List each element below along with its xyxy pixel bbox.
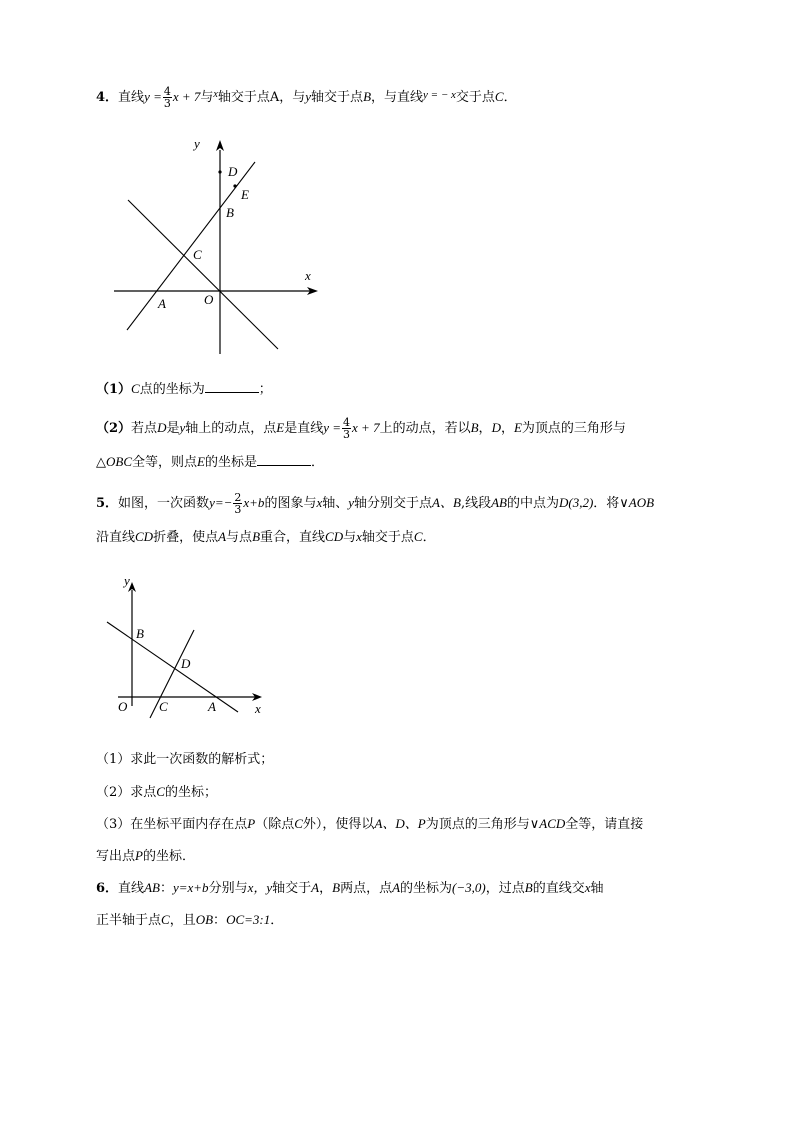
q4-part2-fraction: $\frac{4}{3}$ bbox=[343, 416, 351, 441]
q4-label-y: y bbox=[194, 136, 200, 151]
q4-part2-answer-blank[interactable] bbox=[257, 453, 311, 466]
q5-part2-c: C bbox=[156, 784, 165, 799]
q5-stem-line2 bbox=[96, 528, 436, 547]
q6-line-ab: AB bbox=[144, 880, 160, 895]
q5-stem bbox=[96, 492, 654, 515]
q6-x-var: x bbox=[584, 880, 591, 895]
q4-part2-text: 轴上的动点，点 bbox=[185, 421, 277, 436]
q5-line-cd2: CD bbox=[325, 529, 344, 544]
q6-text: ， bbox=[319, 881, 333, 896]
q5-text: 的图象与 bbox=[264, 496, 317, 511]
q5-text: 沿直线 bbox=[96, 530, 136, 545]
q5-text: ,线段 bbox=[460, 496, 492, 511]
q5-point-a: A bbox=[218, 529, 227, 544]
q5-part1-text: （1）求此一次函数的解析式； bbox=[96, 752, 274, 767]
q5-fraction: $\frac{2}{3}$ bbox=[234, 491, 242, 516]
q5-text: ． bbox=[422, 530, 436, 545]
q5-x-var: x bbox=[316, 495, 323, 510]
q6-text: 的直线交 bbox=[532, 881, 585, 896]
q6-text: 正半轴于点 bbox=[96, 913, 162, 928]
q4-part1-c: C bbox=[131, 381, 140, 396]
q4-point-e-dot bbox=[233, 184, 236, 187]
q4-part2-line2 bbox=[96, 453, 324, 472]
q4-part2-end: ． bbox=[310, 455, 324, 470]
q4-part2-text: 的坐标是 bbox=[204, 455, 257, 470]
q5-point-b: B bbox=[252, 529, 261, 544]
q6-point-c: C bbox=[161, 912, 170, 927]
q5-label-y: y bbox=[124, 573, 130, 588]
q5-part3-line2 bbox=[96, 847, 195, 866]
q4-part2-d: D bbox=[157, 420, 167, 435]
q4-part2-text: 是直线 bbox=[284, 421, 324, 436]
q4-label-o: O bbox=[204, 292, 214, 307]
q5-label-d: D bbox=[181, 656, 191, 671]
q5-label-o: O bbox=[118, 699, 128, 714]
q5-text: ．将 bbox=[593, 496, 620, 511]
q5-text: 与 bbox=[343, 530, 357, 545]
q6-text: ： bbox=[159, 881, 173, 896]
q4-part2-number: （2） bbox=[96, 421, 132, 436]
q5-line-cd: CD bbox=[135, 529, 154, 544]
q4-text: 交于点 bbox=[455, 90, 495, 105]
q6-coord-a: (−3,0) bbox=[452, 880, 486, 895]
q6-text: 直线 bbox=[118, 881, 145, 896]
q5-text: 与点 bbox=[226, 530, 253, 545]
q6-stem bbox=[96, 879, 604, 898]
q5-part3 bbox=[96, 815, 643, 834]
q6-text: 的坐标为 bbox=[400, 881, 453, 896]
q5-eq-lhs: y=− bbox=[209, 495, 233, 510]
q6-stem-line2 bbox=[96, 911, 283, 930]
q4-x-var: x bbox=[213, 89, 218, 100]
q5-part3-text: 外），使得以 bbox=[302, 817, 375, 832]
q6-point-a: A bbox=[311, 880, 320, 895]
q4-part1-text: 点的坐标为 bbox=[139, 382, 205, 397]
q5-part3-text: （除点 bbox=[255, 817, 295, 832]
q4-label-d: D bbox=[228, 164, 238, 179]
q5-part3-p: P bbox=[247, 816, 256, 831]
q4-part2-b: B bbox=[470, 420, 479, 435]
q5-part1 bbox=[96, 751, 273, 769]
q6-text: ： bbox=[213, 913, 227, 928]
q4-part2 bbox=[96, 417, 626, 440]
q4-figure bbox=[108, 128, 328, 360]
q5-part3-text: （3）在坐标平面内存在点 bbox=[96, 817, 248, 832]
q5-label-x: x bbox=[255, 701, 261, 716]
q5-x-var2: x bbox=[356, 529, 362, 544]
q5-label-c: C bbox=[159, 699, 168, 714]
q4-label-a: A bbox=[158, 296, 166, 311]
q5-eq-rhs: x+b bbox=[243, 495, 265, 510]
q4-part2-text: 若点 bbox=[131, 421, 158, 436]
q4-point-c: C bbox=[494, 89, 504, 104]
q4-part1-end: ； bbox=[258, 382, 272, 397]
q4-part1-number: （1） bbox=[96, 382, 132, 397]
q4-part2-e: E bbox=[276, 420, 285, 435]
q4-part2-text: 是 bbox=[166, 421, 180, 436]
q5-label-b: B bbox=[136, 626, 144, 641]
q5-text: 折叠，使点 bbox=[153, 530, 219, 545]
q4-eq2: y = − x bbox=[423, 89, 456, 101]
q5-part3-text: 的坐标． bbox=[142, 849, 195, 864]
q4-part2-triangle-symbol: △ bbox=[96, 455, 106, 470]
q4-part2-sep: ， bbox=[500, 421, 514, 436]
q6-text: 两点，点 bbox=[340, 881, 393, 896]
q5-part3-p2: P bbox=[135, 848, 143, 863]
q4-part2-e3: E bbox=[197, 454, 205, 469]
q4-part2-e2: E bbox=[513, 420, 522, 435]
q5-points-ab: A、B bbox=[432, 495, 461, 510]
q6-text: 分别与 bbox=[208, 881, 248, 896]
q4-part2-sep: ， bbox=[478, 421, 492, 436]
q4-eq-lhs: y = bbox=[144, 89, 162, 104]
q4-part2-obc: OBC bbox=[106, 454, 132, 469]
q5-text: 如图，一次函数 bbox=[118, 496, 210, 511]
q6-xy: x，y bbox=[247, 880, 273, 895]
q5-point-d: D(3,2) bbox=[558, 495, 594, 510]
q6-text: ，且 bbox=[169, 913, 196, 928]
q4-part2-eq-rhs: x + 7 bbox=[352, 420, 380, 435]
q4-point-b: B bbox=[363, 89, 372, 104]
q4-y-arrow bbox=[216, 140, 224, 151]
q4-part1 bbox=[96, 380, 272, 399]
q5-part3-triangle: ∨ACD bbox=[529, 816, 566, 831]
q5-line-cd bbox=[150, 630, 194, 718]
q4-fraction: $\frac{4}{3}$ bbox=[163, 85, 171, 110]
q4-part2-y: y bbox=[179, 420, 186, 435]
q6-number: 6． bbox=[96, 881, 119, 896]
q4-text: 直线 bbox=[118, 90, 145, 105]
q5-figure bbox=[104, 568, 274, 728]
q5-part3-text: 为顶点的三角形与 bbox=[425, 817, 530, 832]
q4-text: 与 bbox=[200, 90, 214, 105]
q5-part2-text: 的坐标； bbox=[164, 785, 217, 800]
q5-triangle-aob: ∨AOB bbox=[619, 495, 655, 510]
q4-label-b: B bbox=[226, 205, 234, 220]
q5-text: 轴交于点 bbox=[361, 530, 414, 545]
q4-text: 轴交于点 bbox=[311, 90, 364, 105]
q5-number: 5． bbox=[96, 496, 119, 511]
q4-part2-eq-lhs: y = bbox=[323, 420, 342, 435]
q6-text: 轴交于 bbox=[272, 881, 312, 896]
q5-point-c: C bbox=[413, 529, 423, 544]
q6-text: ，过点 bbox=[485, 881, 525, 896]
q5-part3-text: 全等，请直接 bbox=[565, 817, 644, 832]
q4-eq-rhs: x + 7 bbox=[172, 89, 201, 104]
q4-part2-text: 全等，则点 bbox=[132, 455, 198, 470]
q5-segment-ab: AB bbox=[491, 495, 507, 510]
q6-text: 轴 bbox=[590, 881, 604, 896]
q4-number: 4． bbox=[96, 90, 119, 105]
q4-stem bbox=[96, 86, 517, 109]
q5-y-var: y bbox=[348, 495, 355, 510]
q4-label-e: E bbox=[241, 187, 249, 202]
q6-ob: OB bbox=[195, 912, 214, 927]
q4-label-x: x bbox=[305, 268, 311, 283]
q4-part1-answer-blank[interactable] bbox=[205, 380, 259, 393]
q5-text: 重合，直线 bbox=[260, 530, 326, 545]
q6-equation: y=x+b bbox=[172, 880, 209, 895]
q6-point-b: B bbox=[332, 880, 341, 895]
q6-point-b2: B bbox=[524, 880, 533, 895]
q5-part3-points: A、D、P bbox=[374, 816, 426, 831]
q6-oc: OC bbox=[226, 912, 245, 927]
q5-part2-text: （2）求点 bbox=[96, 785, 157, 800]
q5-part3-c: C bbox=[294, 816, 303, 831]
q6-text: ． bbox=[270, 913, 284, 928]
q4-label-c: C bbox=[193, 247, 202, 262]
q6-ratio: =3:1 bbox=[244, 912, 271, 927]
q4-part2-text: 上的动点，若以 bbox=[379, 421, 471, 436]
q5-part3-text: 写出点 bbox=[96, 849, 136, 864]
q4-part2-text: 为顶点的三角形与 bbox=[521, 421, 626, 436]
q5-text: 的中点为 bbox=[506, 496, 559, 511]
q5-label-a: A bbox=[208, 699, 216, 714]
q6-point-a2: A bbox=[392, 880, 401, 895]
q4-text: ． bbox=[503, 90, 517, 105]
q4-point-d-dot bbox=[218, 170, 221, 173]
q4-line-y-neg-x bbox=[128, 200, 278, 349]
q5-part2 bbox=[96, 783, 217, 802]
q5-text: 轴分别交于点 bbox=[354, 496, 433, 511]
q5-text: 轴、 bbox=[322, 496, 349, 511]
q4-y-var: y bbox=[305, 89, 312, 104]
q4-part2-d2: D bbox=[491, 420, 501, 435]
q4-text: ，与直线 bbox=[371, 90, 424, 105]
q4-text: 轴交于点A，与 bbox=[217, 90, 306, 105]
